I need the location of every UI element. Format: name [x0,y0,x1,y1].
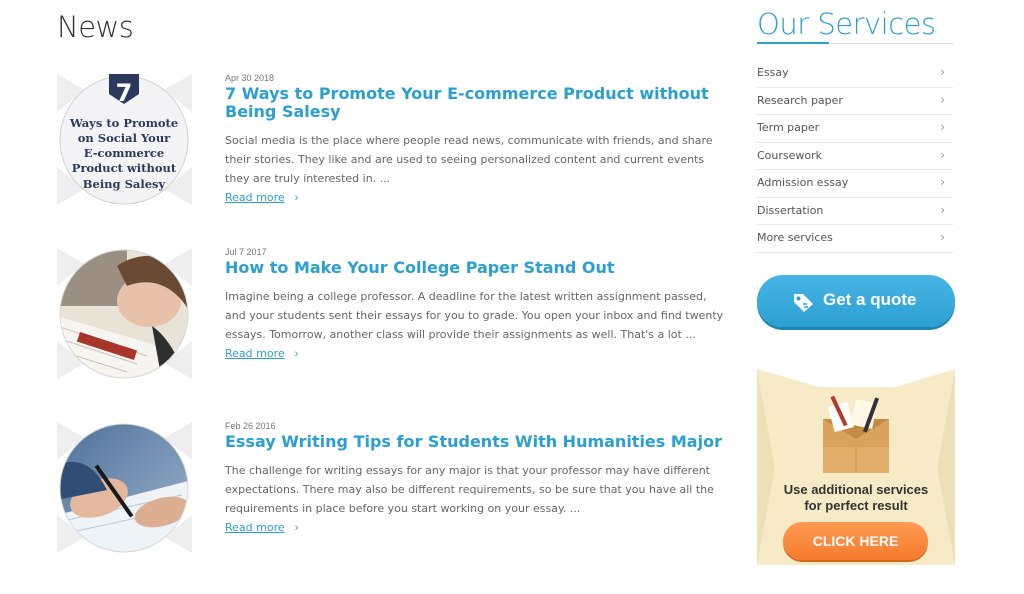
chevron-right-icon: › [940,65,945,79]
article-excerpt: Imagine being a college professor. A deadline for the latest written assignment passed, and your students sent their essays for you to grade. You open your inbox and find twenty essays. Tomorrow, another class will provide their assignments as well. That's a lot ... [225,290,724,341]
article-date: Feb 26 2016 [225,421,276,431]
chevron-right-icon[interactable]: › [294,192,299,204]
service-label: Essay [757,66,789,79]
article-title-link[interactable]: How to Make Your College Paper Stand Out [225,258,615,277]
chevron-right-icon: › [940,92,945,107]
thumb-text-line: on Social Your [77,131,171,145]
chevron-right-icon: › [940,120,945,134]
chevron-right-icon[interactable]: › [294,348,299,360]
get-a-quote-button[interactable] [757,275,955,327]
services-list [757,60,953,253]
price-tag-icon [791,291,815,318]
article-body [225,72,725,206]
heading-underline [757,42,829,44]
article-thumbnail[interactable] [57,72,192,207]
read-more-link[interactable]: Read more [225,347,285,360]
thumb-text-line: Product without [71,161,177,175]
article-excerpt: Social media is the place where people read news, communicate with friends, and share their stories. They like and are used to seeing personalized content and current events they are truly interested in. ... [225,134,713,185]
service-item-coursework[interactable] [757,143,953,171]
chevron-right-icon[interactable]: › [294,522,299,534]
service-item-more-services[interactable] [757,225,953,253]
article-item [57,72,727,232]
thumb-text-line: Ways to Promote [69,116,179,130]
article-date: Jul 7 2017 [225,247,267,257]
service-item-essay[interactable] [757,60,953,88]
chevron-right-icon: › [940,175,945,189]
article-thumbnail[interactable] [57,246,192,381]
article-item [57,246,727,406]
read-more-link[interactable]: Read more [225,191,285,204]
quote-button-label: Get a quote [823,290,917,309]
thumb-badge-text: 7 [115,79,133,107]
promo-text-line: Use additional services [783,482,929,497]
article-body [225,420,725,536]
service-item-term-paper[interactable] [757,115,953,143]
article-body [225,246,725,362]
article-item [57,420,727,580]
article-thumbnail[interactable] [57,420,192,555]
service-label: Coursework [757,148,823,162]
chevron-right-icon: › [940,230,945,244]
promo-text [757,482,955,514]
click-here-button[interactable]: CLICK HERE [783,522,928,560]
chevron-right-icon: › [940,202,945,217]
promo-banner[interactable] [757,369,955,565]
service-label: Dissertation [757,203,824,217]
service-item-admission-essay[interactable] [757,170,953,198]
thumb-text-line: Being Salesy [82,177,166,191]
article-excerpt: The challenge for writing essays for any major is that your professor may have different expectations. There may also be different requirements, so be sure that you have all the requirements in place before you start working on your essay. ... [225,464,714,515]
service-label: Research paper [757,93,843,107]
service-item-dissertation[interactable] [757,198,953,226]
news-heading: News [57,10,134,44]
article-date: Apr 30 2018 [225,73,275,83]
article-title-link[interactable]: 7 Ways to Promote Your E-commerce Product without Being Salesy [225,84,709,121]
read-more-link[interactable]: Read more [225,521,285,534]
promo-text-line: for perfect result [804,498,908,513]
chevron-right-icon: › [940,147,945,162]
services-heading: Our Services [757,7,936,41]
service-label: Admission essay [757,176,849,189]
thumb-text-line: E-commerce [83,146,165,160]
service-label: Term paper [757,121,820,134]
service-item-research-paper[interactable] [757,88,953,116]
article-title-link[interactable]: Essay Writing Tips for Students With Humanities Major [225,432,722,451]
service-label: More services [757,231,833,244]
